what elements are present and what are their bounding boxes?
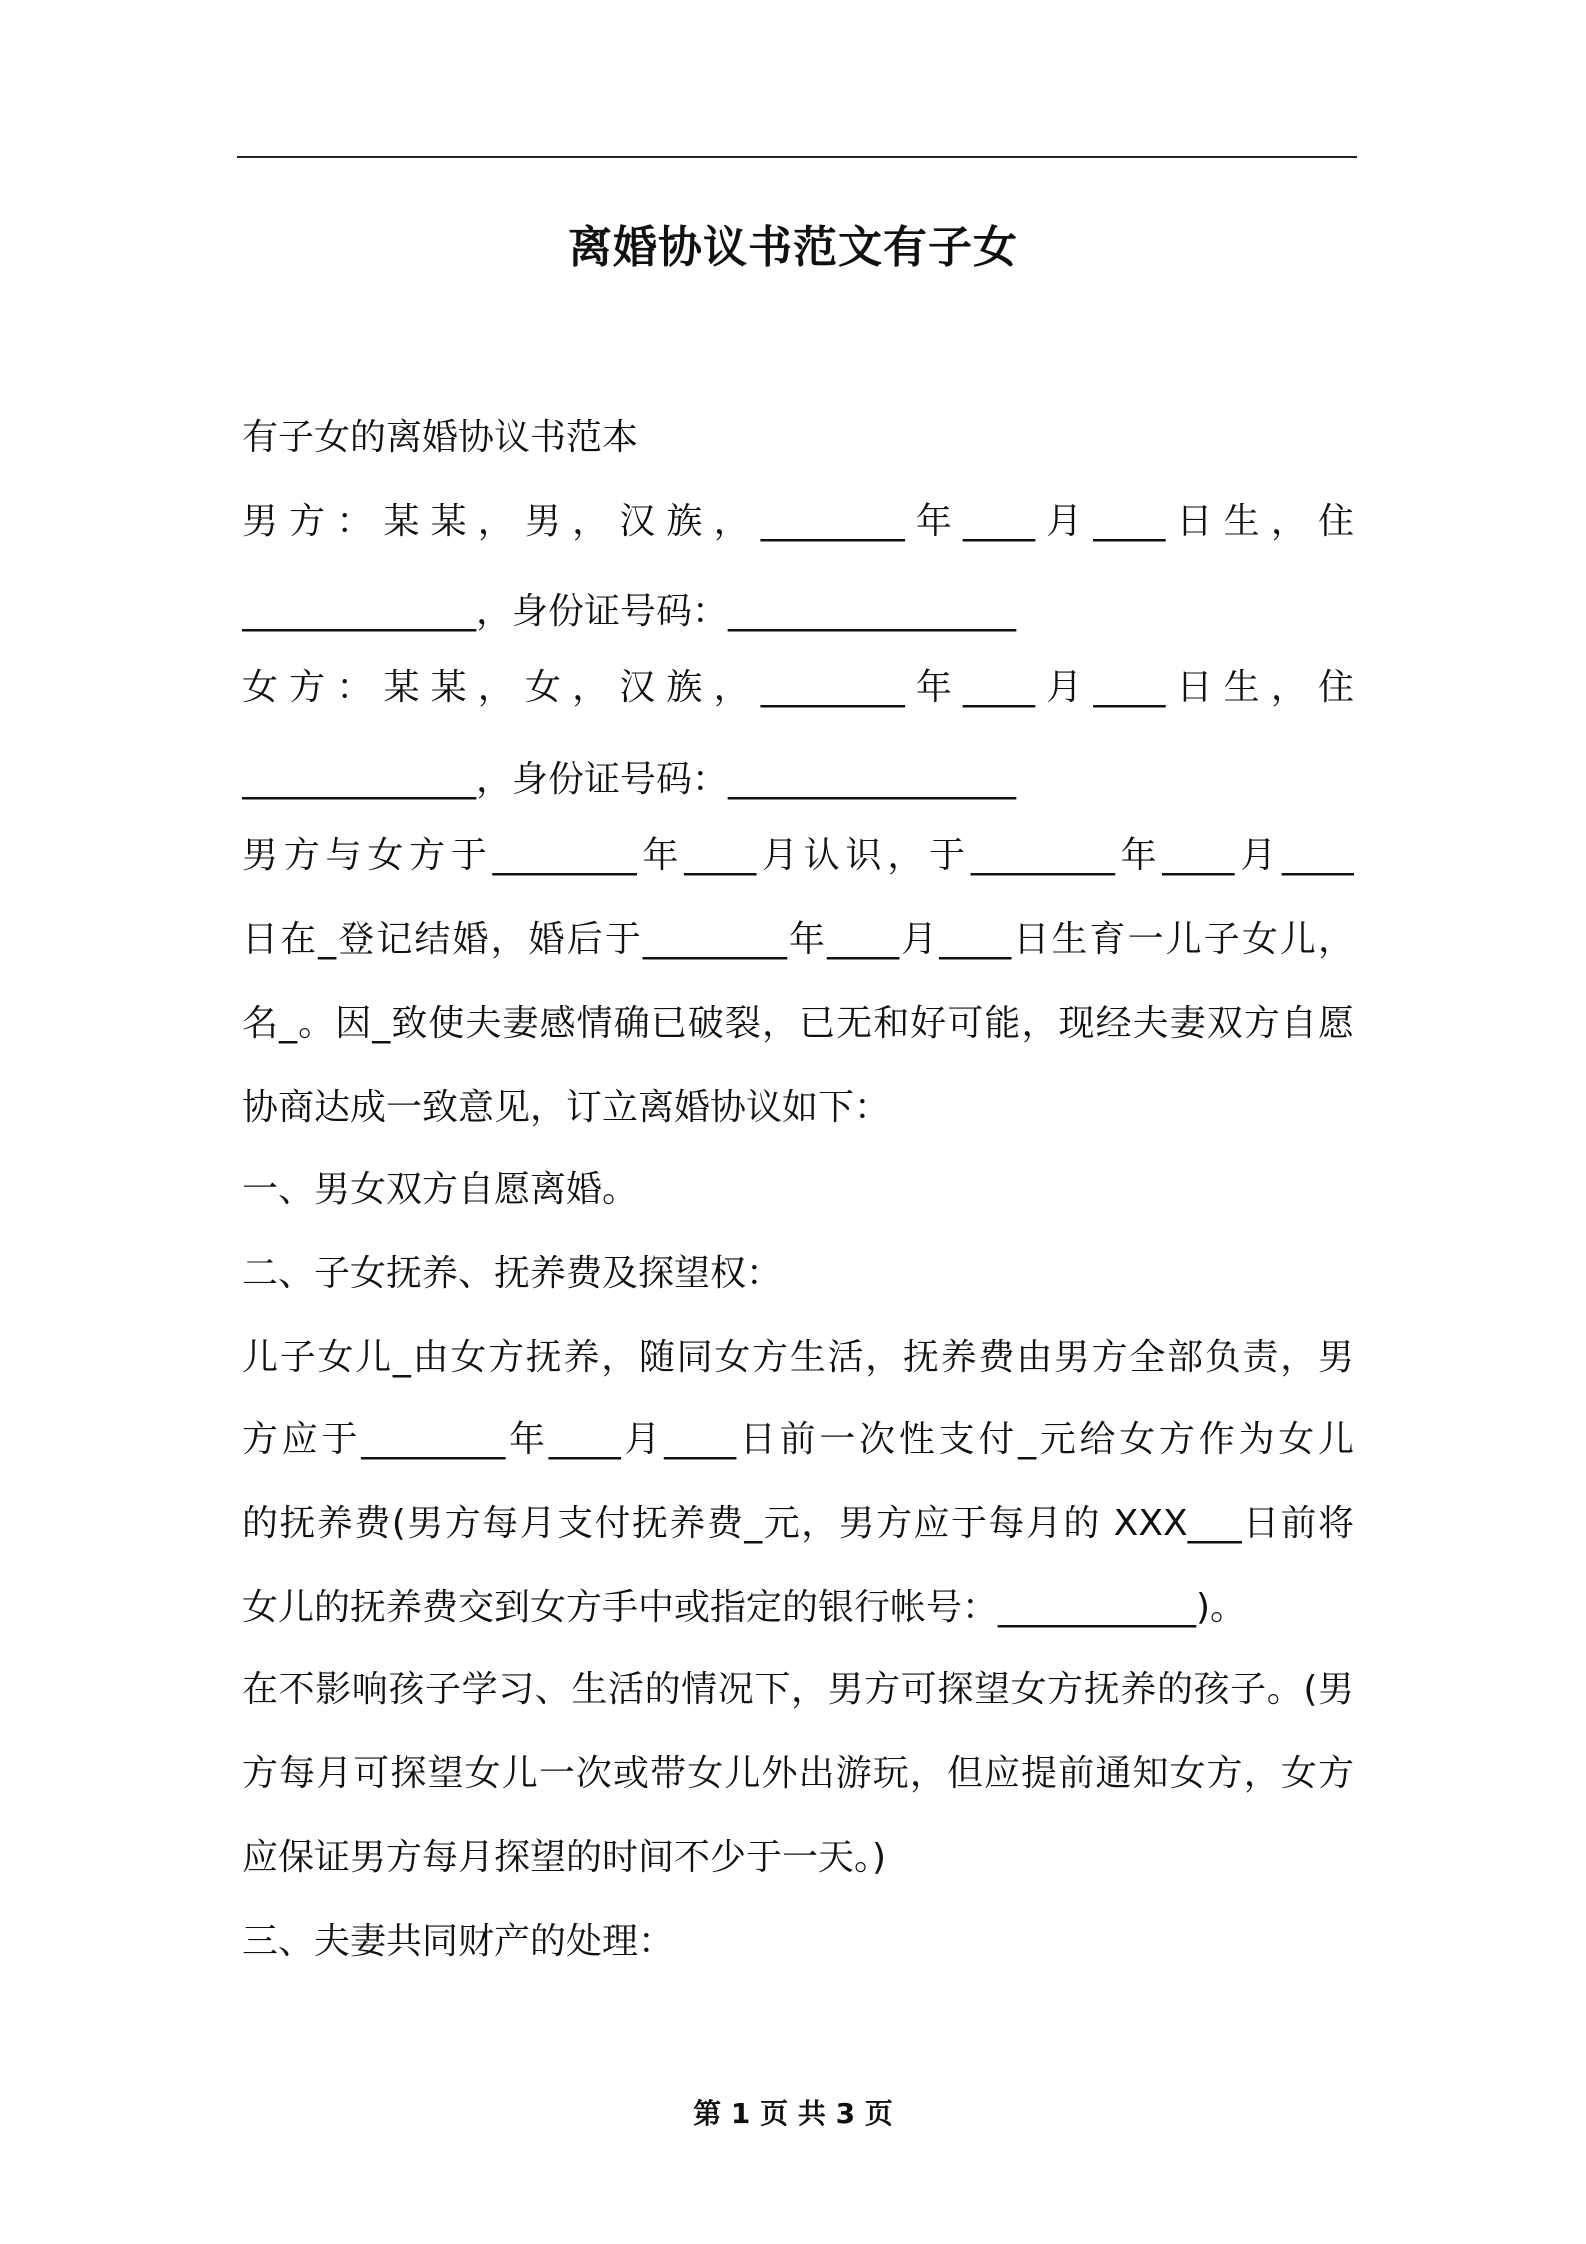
male-id-line: _____________，身份证号码：________________: [242, 591, 1017, 632]
visitation-paragraph-line-3: 应保证男方每月探望的时间不少于一天。): [242, 1837, 887, 1878]
document-title: 离婚协议书范文有子女: [568, 222, 1018, 273]
page-footer: 第 1 页 共 3 页: [693, 2097, 893, 2130]
clause-one: 一、男女双方自愿离婚。: [242, 1169, 639, 1210]
header-rule: [237, 156, 1357, 158]
custody-paragraph-line-2: 方应于________年____月____日前一次性支付_元给女方作为女儿: [242, 1419, 1354, 1460]
marriage-paragraph-line-4: 协商达成一致意见，订立离婚协议如下：: [242, 1087, 891, 1128]
male-party-line: 男方：某某，男，汉族，________年____月____日生，住: [242, 501, 1354, 542]
visitation-paragraph-line-2: 方每月可探望女儿一次或带女儿外出游玩，但应提前通知女方，女方: [242, 1753, 1354, 1794]
marriage-paragraph-line-1: 男方与女方于________年____月认识，于________年____月____: [242, 835, 1354, 876]
marriage-paragraph-line-3: 名_。因_致使夫妻感情确已破裂，已无和好可能，现经夫妻双方自愿: [242, 1003, 1354, 1044]
section-heading-sample: 有子女的离婚协议书范本: [242, 417, 639, 458]
female-party-line: 女方：某某，女，汉族，________年____月____日生，住: [242, 667, 1354, 708]
female-id-line: _____________，身份证号码：________________: [242, 759, 1017, 800]
custody-paragraph-line-3: 的抚养费(男方每月支付抚养费_元，男方应于每月的 XXX___日前将: [242, 1503, 1354, 1544]
custody-paragraph-line-1: 儿子女儿_由女方抚养，随同女方生活，抚养费由男方全部负责，男: [242, 1337, 1354, 1378]
marriage-paragraph-line-2: 日在_登记结婚，婚后于________年____月____日生育一儿子女儿，: [242, 919, 1354, 960]
custody-paragraph-line-4: 女儿的抚养费交到女方手中或指定的银行帐号：___________)。: [242, 1587, 1247, 1628]
clause-three-heading: 三、夫妻共同财产的处理：: [242, 1921, 675, 1962]
clause-two-heading: 二、子女抚养、抚养费及探望权：: [242, 1253, 783, 1294]
visitation-paragraph-line-1: 在不影响孩子学习、生活的情况下，男方可探望女方抚养的孩子。(男: [242, 1669, 1354, 1710]
